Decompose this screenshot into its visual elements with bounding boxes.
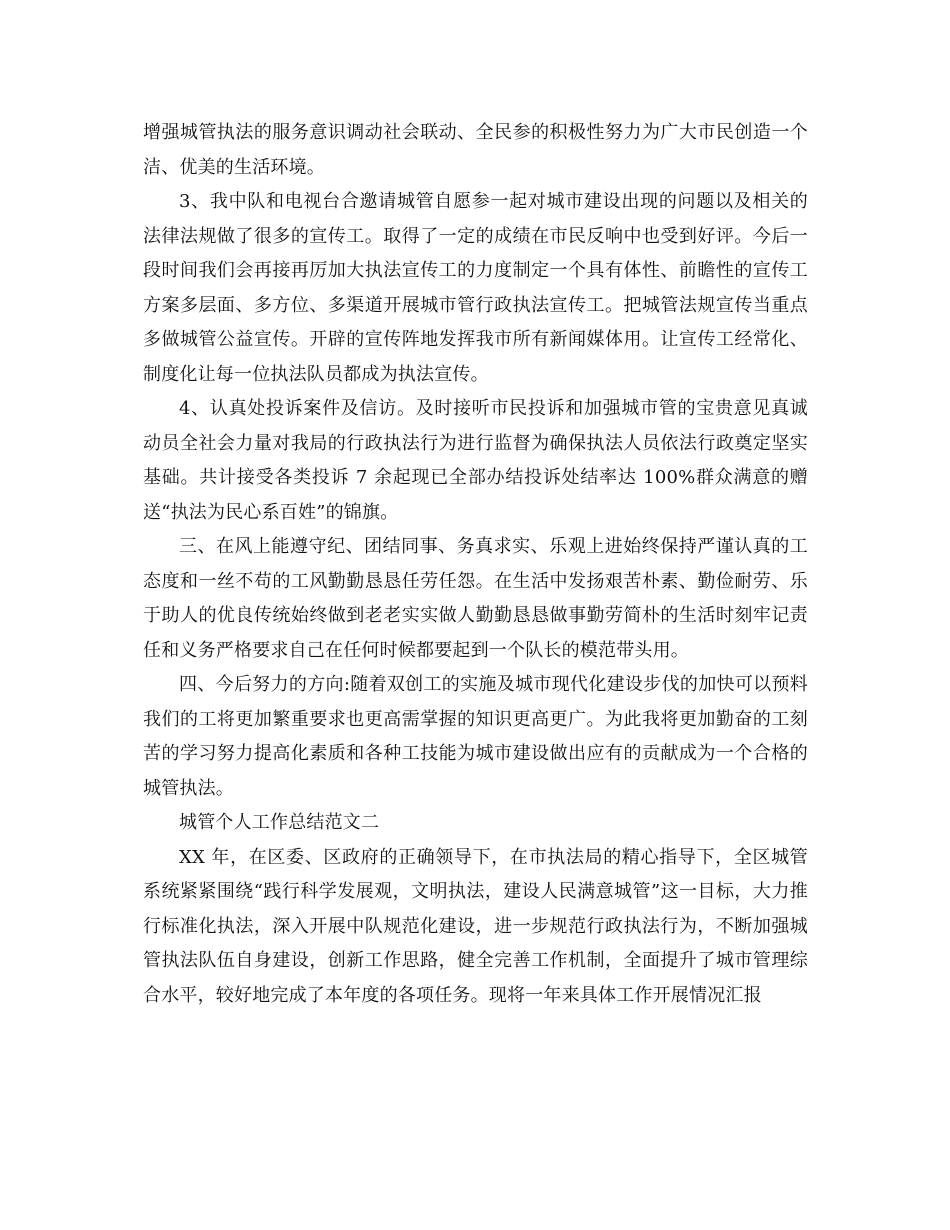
paragraph-conduct: 三、在风上能遵守纪、团结同事、务真求实、乐观上进始终保持严谨认真的工态度和一丝不苟的工风勤勤恳恳任劳任怨。在生活中发扬艰苦朴素、勤俭耐劳、乐于助人的优良传统始终做到老老实实做人勤勤恳恳做事勤劳简朴的生活时刻牢记责任和义务严格要求自己在任何时候都要起到一个队长的模范带头用。 <box>143 536 808 661</box>
paragraph-future-direction: 四、今后努力的方向:随着双创工的实施及城市现代化建设步伐的加快可以预料我们的工将更加繁重要求也更高需掌握的知识更高更广。为此我将更加勤奋的工刻苦的学习努力提高化素质和各种工技能为城市建设做出应有的贡献成为一个合格的城管执法。 <box>143 674 808 799</box>
document-body <box>143 116 808 1013</box>
paragraph-annual-summary: XX 年，在区委、区政府的正确领导下，在市执法局的精心指导下，全区城管系统紧紧围绕“践行科学发展观，文明执法，建设人民满意城管”这一目标，大力推行标准化执法，深入开展中队规范化建设，进一步规范行政执法行为，不断加强城管执法队伍自身建设，创新工作思路，健全完善工作机制，全面提升了城市管理综合水平，较好地完成了本年度的各项任务。现将一年来具体工作开展情况汇报 <box>143 846 808 1006</box>
paragraph-complaints: 4、认真处投诉案件及信访。及时接听市民投诉和加强城市管的宝贵意见真诚动员全社会力量对我局的行政执法行为进行监督为确保执法人员依法行政奠定坚实基础。共计接受各类投诉 7 余起现已全部办结投诉处结率达 100%群众满意的赠送“执法为民心系百姓”的锦旗。 <box>143 398 808 523</box>
section-heading: 城管个人工作总结范文二 <box>179 812 380 833</box>
paragraph-continuation: 增强城管执法的服务意识调动社会联动、全民参的积极性努力为广大市民创造一个洁、优美的生活环境。 <box>143 122 808 178</box>
paragraph-publicity: 3、我中队和电视台合邀请城管自愿参一起对城市建设出现的问题以及相关的法律法规做了很多的宣传工。取得了一定的成绩在市民反响中也受到好评。今后一段时间我们会再接再厉加大执法宣传工的力度制定一个具有体性、前瞻性的宣传工方案多层面、多方位、多渠道开展城市管行政执法宣传工。把城管法规宣传当重点多做城管公益宣传。开辟的宣传阵地发挥我市所有新闻媒体用。让宣传工经常化、制度化让每一位执法队员都成为执法宣传。 <box>143 191 808 385</box>
